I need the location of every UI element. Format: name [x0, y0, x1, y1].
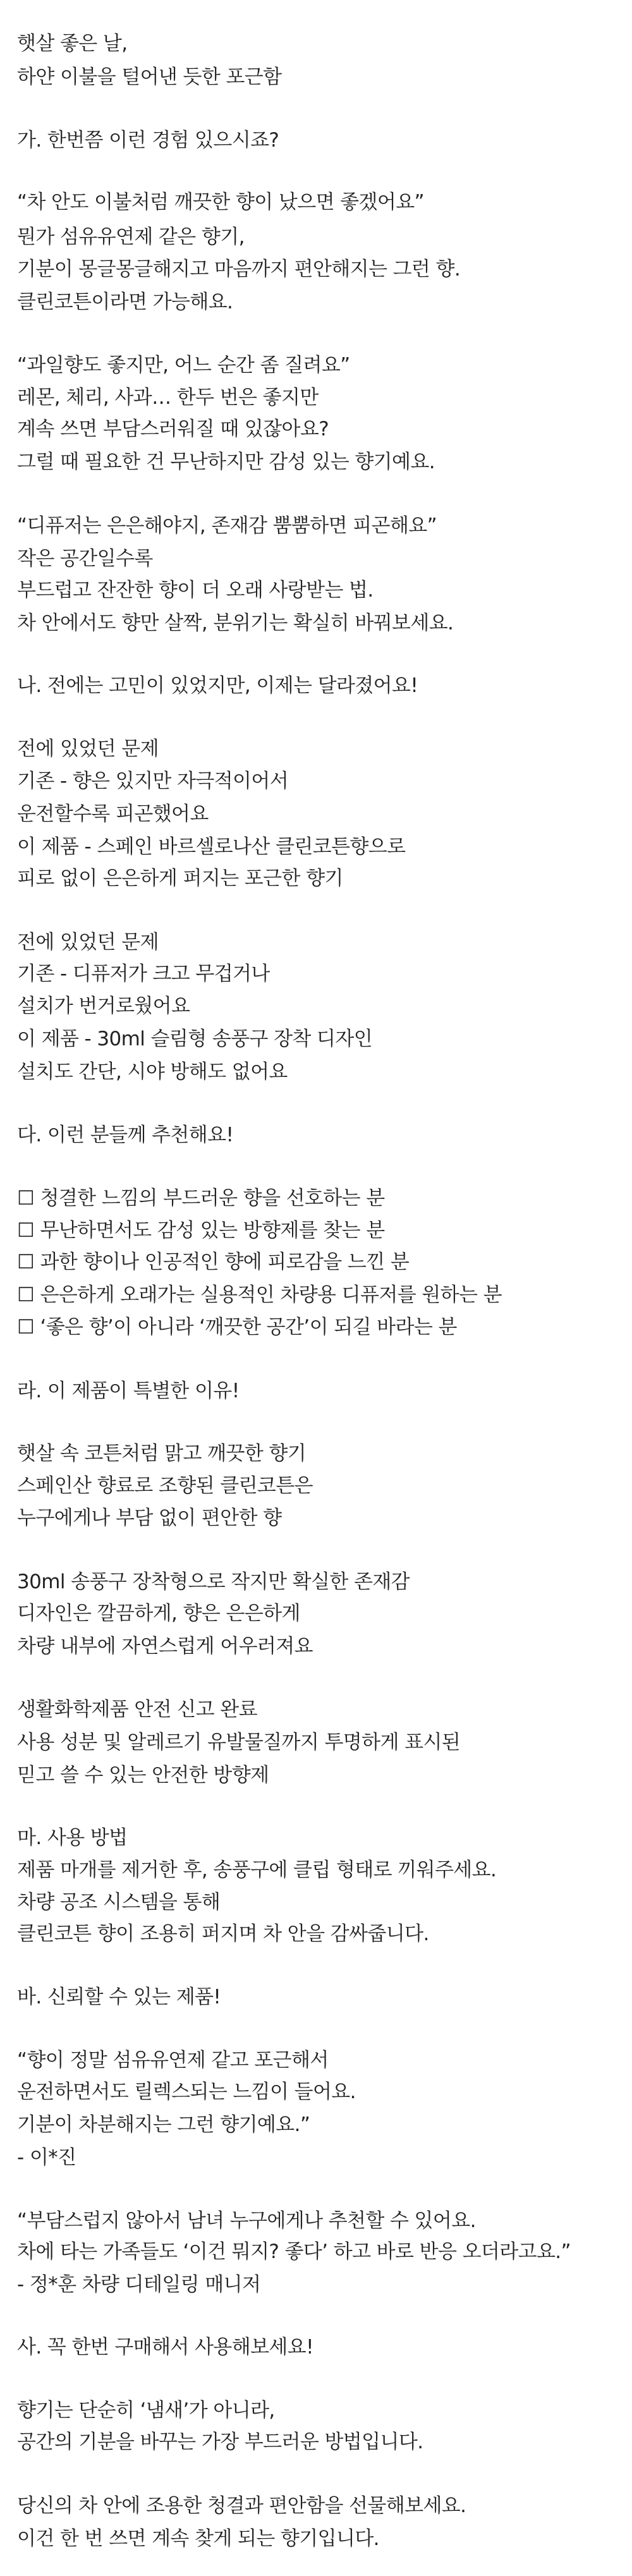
text-line: 바. 신뢰할 수 있는 제품!	[17, 1986, 221, 2008]
text-line: “과일향도 좋지만, 어느 순간 좀 질려요”	[17, 354, 350, 377]
text-line: 사용 성분 및 알레르기 유발물질까지 투명하게 표시된	[17, 1731, 461, 1754]
text-line: “부담스럽지 않아서 남녀 누구에게나 추천할 수 있어요.	[17, 2209, 476, 2232]
text-line: 누구에게나 부담 없이 편안한 향	[17, 1507, 282, 1529]
text-line: ☐ 청결한 느낌의 부드러운 향을 선호하는 분	[17, 1187, 385, 1210]
text-line: 하얀 이불을 털어낸 듯한 포근함	[17, 66, 282, 88]
text-line: 뭔가 섬유유연제 같은 향기,	[17, 226, 245, 248]
text-line: 작은 공간일수록	[17, 547, 153, 570]
text-line: 가. 한번쯤 이런 경험 있으시죠?	[17, 129, 279, 152]
text-line: 햇살 속 코튼처럼 맑고 깨끗한 향기	[17, 1442, 307, 1465]
text-line: 설치도 간단, 시야 방해도 없어요	[17, 1060, 288, 1083]
text-line: “디퓨저는 은은해야지, 존재감 뿜뿜하면 피곤해요”	[17, 514, 437, 537]
text-line: 이 제품 - 30ml 슬림형 송풍구 장착 디자인	[17, 1028, 373, 1050]
text-line: 디자인은 깔끔하게, 향은 은은하게	[17, 1602, 300, 1625]
text-line: ☐ 과한 향이나 인공적인 향에 피로감을 느낀 분	[17, 1251, 410, 1273]
text-line: 운전할수록 피곤했어요	[17, 803, 209, 825]
text-line: 레몬, 체리, 사과… 한두 번은 좋지만	[17, 386, 319, 409]
text-line: “차 안도 이불처럼 깨끗한 향이 났으면 좋겠어요”	[17, 191, 425, 214]
text-line: ☐ 은은하게 오래가는 실용적인 차량용 디퓨저를 원하는 분	[17, 1284, 502, 1306]
text-line: 기분이 차분해지는 그런 향기예요.”	[17, 2113, 310, 2136]
text-line: 공간의 기분을 바꾸는 가장 부드러운 방법입니다.	[17, 2431, 423, 2453]
text-line: 그럴 때 필요한 건 무난하지만 감성 있는 향기예요.	[17, 451, 435, 473]
text-line: 나. 전에는 고민이 있었지만, 이제는 달라졌어요!	[17, 674, 418, 697]
text-line: - 이*진	[17, 2146, 76, 2169]
text-line: 클린코튼 향이 조용히 퍼지며 차 안을 감싸줍니다.	[17, 1923, 429, 1945]
text-line: 믿고 쓸 수 있는 안전한 방향제	[17, 1764, 269, 1787]
text-line: 클린코튼이라면 가능해요.	[17, 291, 233, 313]
text-line: - 정*훈 차량 디테일링 매니저	[17, 2273, 261, 2296]
text-line: 향기는 단순히 ‘냄새’가 아니라,	[17, 2399, 275, 2422]
text-line: 기분이 몽글몽글해지고 마음까지 편안해지는 그런 향.	[17, 258, 461, 281]
text-line: 생활화학제품 안전 신고 완료	[17, 1698, 257, 1721]
text-line: 차에 타는 가족들도 ‘이건 뭐지? 좋다’ 하고 바로 반응 오더라고요.”	[17, 2240, 571, 2263]
text-line: 계속 쓰면 부담스러워질 때 있잖아요?	[17, 418, 329, 440]
text-line: 기존 - 디퓨저가 크고 무겁거나	[17, 963, 270, 985]
text-line: 햇살 좋은 날,	[17, 32, 128, 55]
text-line: 라. 이 제품이 특별한 이유!	[17, 1380, 240, 1402]
text-line: 마. 사용 방법	[17, 1826, 128, 1849]
text-line: 기존 - 향은 있지만 자극적이어서	[17, 770, 289, 793]
text-line: 다. 이런 분들께 추천해요!	[17, 1124, 234, 1146]
text-line: 이 제품 - 스페인 바르셀로나산 클린코튼향으로	[17, 835, 406, 858]
text-line: 사. 꼭 한번 구매해서 사용해보세요!	[17, 2336, 313, 2359]
text-line: 이건 한 번 쓰면 계속 찾게 되는 향기입니다.	[17, 2527, 379, 2550]
text-line: ☐ ‘좋은 향’이 아니라 ‘깨끗한 공간’이 되길 바라는 분	[17, 1316, 457, 1339]
text-line: ☐ 무난하면서도 감성 있는 방향제를 찾는 분	[17, 1219, 385, 1242]
text-line: 운전하면서도 릴렉스되는 느낌이 들어요.	[17, 2081, 356, 2103]
text-line: 부드럽고 잔잔한 향이 더 오래 사랑받는 법.	[17, 579, 374, 602]
text-line: 설치가 번거로웠어요	[17, 995, 190, 1018]
text-line: “향이 정말 섬유유연제 같고 포근해서	[17, 2049, 329, 2072]
text-line: 피로 없이 은은하게 퍼지는 포근한 향기	[17, 867, 343, 890]
text-line: 제품 마개를 제거한 후, 송풍구에 클립 형태로 끼워주세요.	[17, 1859, 497, 1881]
text-line: 30ml 송풍구 장착형으로 작지만 확실한 존재감	[17, 1571, 410, 1593]
text-line: 차량 내부에 자연스럽게 어우러져요	[17, 1635, 313, 1658]
text-line: 차 안에서도 향만 살짝, 분위기는 확실히 바꿔보세요.	[17, 612, 454, 635]
text-line: 전에 있었던 문제	[17, 931, 159, 954]
text-line: 차량 공조 시스템을 통해	[17, 1891, 221, 1914]
text-line: 스페인산 향료로 조향된 클린코튼은	[17, 1474, 313, 1497]
text-line: 전에 있었던 문제	[17, 738, 159, 760]
text-line: 당신의 차 안에 조용한 청결과 편안함을 선물해보세요.	[17, 2494, 466, 2517]
